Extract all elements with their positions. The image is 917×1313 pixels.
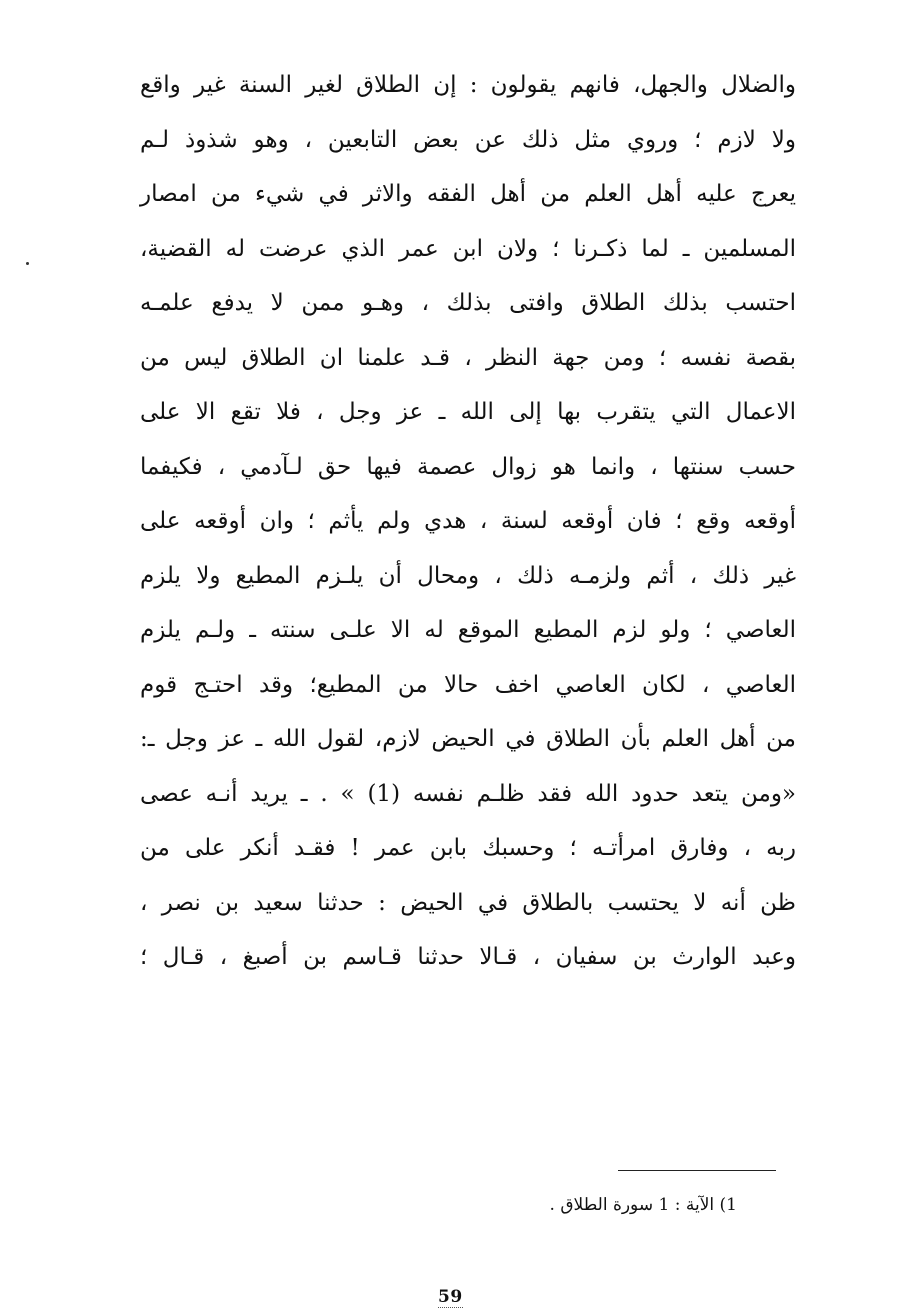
footnote: 1) الآية : 1 سورة الطلاق . (549, 1195, 737, 1215)
text-line: العاصي ؛ ولو لزم المطيع الموقع له الا علـى سنته ـ ولـم يلزم (140, 617, 796, 643)
text-line: يعرج عليه أهل العلم من أهل الفقه والاثر في شيء من امصار (140, 181, 796, 207)
text-line: احتسب بذلك الطلاق وافتى بذلك ، وهـو ممن لا يدفع علمـه (140, 290, 796, 316)
text-line: المسلمين ـ لما ذكـرنا ؛ ولان ابن عمر الذي عرضت له القضية، (140, 235, 796, 262)
text-line: ربه ، وفارق امرأتـه ؛ وحسبك بابن عمر ! فقـد أنكر على من (140, 835, 796, 861)
text-line: «ومن يتعد حدود الله فقد ظلـم نفسه (1) » . ـ يريد أنـه عصى (140, 780, 796, 807)
margin-speck (26, 262, 29, 265)
body-text (140, 58, 796, 985)
text-line: ولا لازم ؛ وروي مثل ذلك عن بعض التابعين ، وهو شذوذ لـم (140, 126, 796, 153)
text-line: وعبد الوارث بن سفيان ، قـالا حدثنا قـاسم بن أصبغ ، قـال ؛ (140, 944, 796, 970)
text-line: ظن أنه لا يحتسب بالطلاق في الحيض : حدثنا سعيد بن نصر ، (140, 889, 796, 916)
text-line: حسب سنتها ، وانما هو زوال عصمة فيها حق لـآدمي ، فكيفما (140, 453, 796, 480)
page-number: 59 (438, 1287, 463, 1307)
text-line: والضلال والجهل، فانهم يقولون : إن الطلاق لغير السنة غير واقع (140, 72, 796, 98)
text-line: من أهل العلم بأن الطلاق في الحيض لازم، لقول الله ـ عز وجل ـ: (140, 726, 796, 752)
text-line: العاصي ، لكان العاصي اخف حالا من المطيع؛ وقد احتـج قوم (140, 671, 796, 698)
text-line: الاعمال التي يتقرب بها إلى الله ـ عز وجل ، فلا تقع الا على (140, 399, 796, 425)
text-line: بقصة نفسه ؛ ومن جهة النظر ، قـد علمنا ان الطلاق ليس من (140, 344, 796, 371)
text-line: غير ذلك ، أثم ولزمـه ذلك ، ومحال أن يلـزم المطيع ولا يلزم (140, 562, 796, 589)
footnote-separator (618, 1170, 776, 1171)
text-line: أوقعه وقع ؛ فان أوقعه لسنة ، هدي ولم يأثم ؛ وان أوقعه على (140, 508, 796, 534)
